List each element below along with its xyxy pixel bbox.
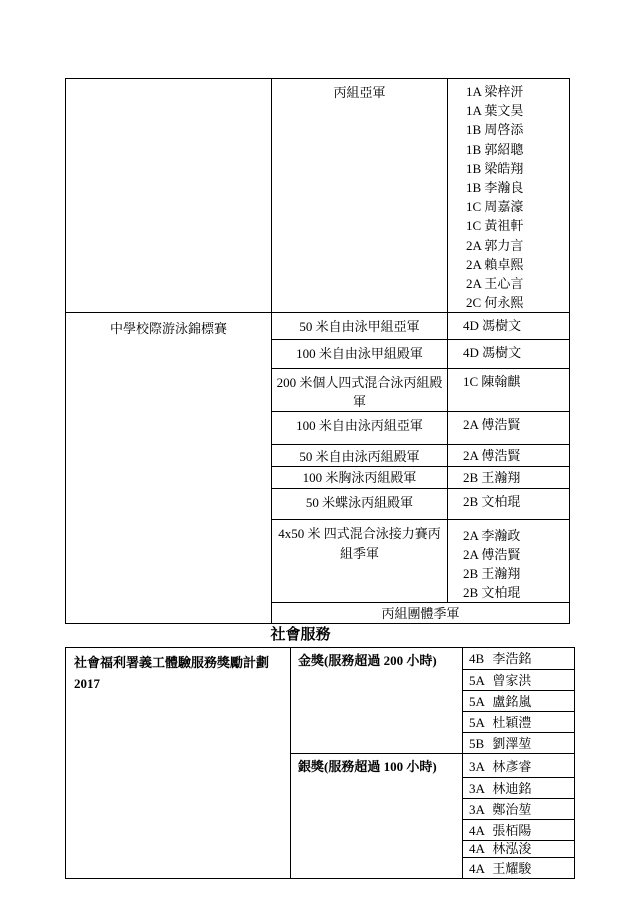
award-label: 50 米自由泳甲組亞軍 <box>299 319 420 335</box>
section-heading: 社會服務 <box>270 627 331 644</box>
award-label: 200 米個人四式混合泳丙組殿軍 <box>276 375 443 410</box>
team-award-cell <box>272 603 570 624</box>
table-row <box>66 648 575 669</box>
empty-competition-cell <box>66 79 272 313</box>
names-cell <box>448 467 570 488</box>
student-name: 1C 黃祖軒 <box>466 218 524 234</box>
award-cell <box>272 467 448 488</box>
award-cell <box>272 412 448 445</box>
award-label: 50 米自由泳丙組殿軍 <box>299 449 420 465</box>
names-cell <box>463 858 575 879</box>
names-cell <box>448 519 570 603</box>
student-name: 4A 王耀駿 <box>469 861 532 877</box>
names-cell <box>463 712 575 733</box>
names-cell <box>463 841 575 858</box>
student-name: 2A 傅浩賢 <box>463 417 521 433</box>
student-name: 2C 何永熙 <box>466 295 524 311</box>
student-name: 4D 馮樹文 <box>463 318 522 334</box>
student-name: 2B 文柏琨 <box>463 493 521 509</box>
student-name: 3A 林迪銘 <box>469 780 532 796</box>
names-cell <box>463 820 575 841</box>
names-cell <box>448 445 570 467</box>
student-name: 4A 張栢陽 <box>469 823 532 839</box>
student-name: 1C 陳翰麒 <box>463 374 521 390</box>
student-name: 2A 王心言 <box>466 276 524 292</box>
names-cell <box>448 313 570 340</box>
silver-award-label: 銀獎(服務超過 100 小時) <box>298 759 437 775</box>
names-cell <box>463 777 575 798</box>
student-name: 2B 王瀚翔 <box>463 470 521 486</box>
student-name: 1B 周啓添 <box>466 122 524 138</box>
names-cell <box>448 412 570 445</box>
program-name-cell <box>66 648 291 879</box>
award-label: 100 米胸泳丙組殿軍 <box>302 470 417 486</box>
student-name: 5A 盧銘嵐 <box>469 693 532 709</box>
names-cell <box>463 733 575 754</box>
student-name: 1A 梁梓汧 <box>466 84 524 99</box>
social-service-table <box>65 647 575 879</box>
competition-name-cell <box>66 313 272 624</box>
award-label: 4x50 米 四式混合泳接力賽丙組季軍 <box>278 525 441 561</box>
awards-table <box>65 78 570 624</box>
student-name: 4A 林泓浚 <box>469 841 532 857</box>
student-name: 2A 郭力言 <box>466 237 524 253</box>
student-name: 2A 賴卓熙 <box>466 256 524 272</box>
gold-award-cell <box>291 648 463 754</box>
student-name: 1A 葉文昊 <box>466 103 524 119</box>
names-cell <box>463 754 575 777</box>
student-name: 2A 傅浩賢 <box>463 448 521 464</box>
names-cell <box>463 798 575 819</box>
student-name: 3A 鄭治堃 <box>469 801 532 817</box>
page-content <box>65 78 536 879</box>
names-cell <box>448 340 570 369</box>
student-name: 2B 文柏琨 <box>463 585 521 601</box>
gold-award-label: 金獎(服務超過 200 小時) <box>298 653 437 669</box>
program-name: 社會福利署義工體驗服務獎勵計劃 2017 <box>74 655 270 692</box>
table-row <box>66 79 570 313</box>
names-cell <box>463 690 575 711</box>
names-cell <box>463 669 575 690</box>
student-name: 5A 杜穎澧 <box>469 715 532 731</box>
names-cell <box>463 648 575 669</box>
student-name: 2A 傅浩賢 <box>463 546 521 562</box>
award-label: 100 米自由泳丙組亞軍 <box>296 418 423 434</box>
award-cell <box>272 519 448 603</box>
award-cell <box>272 340 448 369</box>
award-label: 丙組亞軍 <box>333 85 386 100</box>
student-name: 1B 郭紹聰 <box>466 141 524 157</box>
award-cell <box>272 445 448 467</box>
award-cell <box>272 313 448 340</box>
competition-name: 中學校際游泳錦標賽 <box>109 321 227 337</box>
award-label: 100 米自由泳甲組殿軍 <box>296 346 423 362</box>
student-name: 5B 劉澤堃 <box>469 736 532 752</box>
names-cell <box>448 369 570 412</box>
award-cell <box>272 79 448 313</box>
names-cell <box>448 79 570 313</box>
student-name: 4B 李浩銘 <box>469 651 532 667</box>
award-cell <box>272 369 448 412</box>
names-cell <box>448 488 570 519</box>
student-name: 2A 李瀚政 <box>463 527 521 543</box>
silver-award-cell <box>291 754 463 879</box>
student-name: 1B 李瀚良 <box>466 180 524 196</box>
student-name: 3A 林彥睿 <box>469 759 532 775</box>
student-name: 2B 王瀚翔 <box>463 566 521 582</box>
student-name: 1B 梁皓翔 <box>466 160 524 176</box>
student-name: 1C 周嘉濠 <box>466 199 524 215</box>
table-row <box>66 313 570 340</box>
award-cell <box>272 488 448 519</box>
award-label: 50 米蝶泳丙組殿軍 <box>305 494 414 510</box>
team-award-label: 丙組團體季軍 <box>381 606 460 622</box>
student-name: 5A 曾家洪 <box>469 672 532 688</box>
student-name: 4D 馮樹文 <box>463 345 522 361</box>
